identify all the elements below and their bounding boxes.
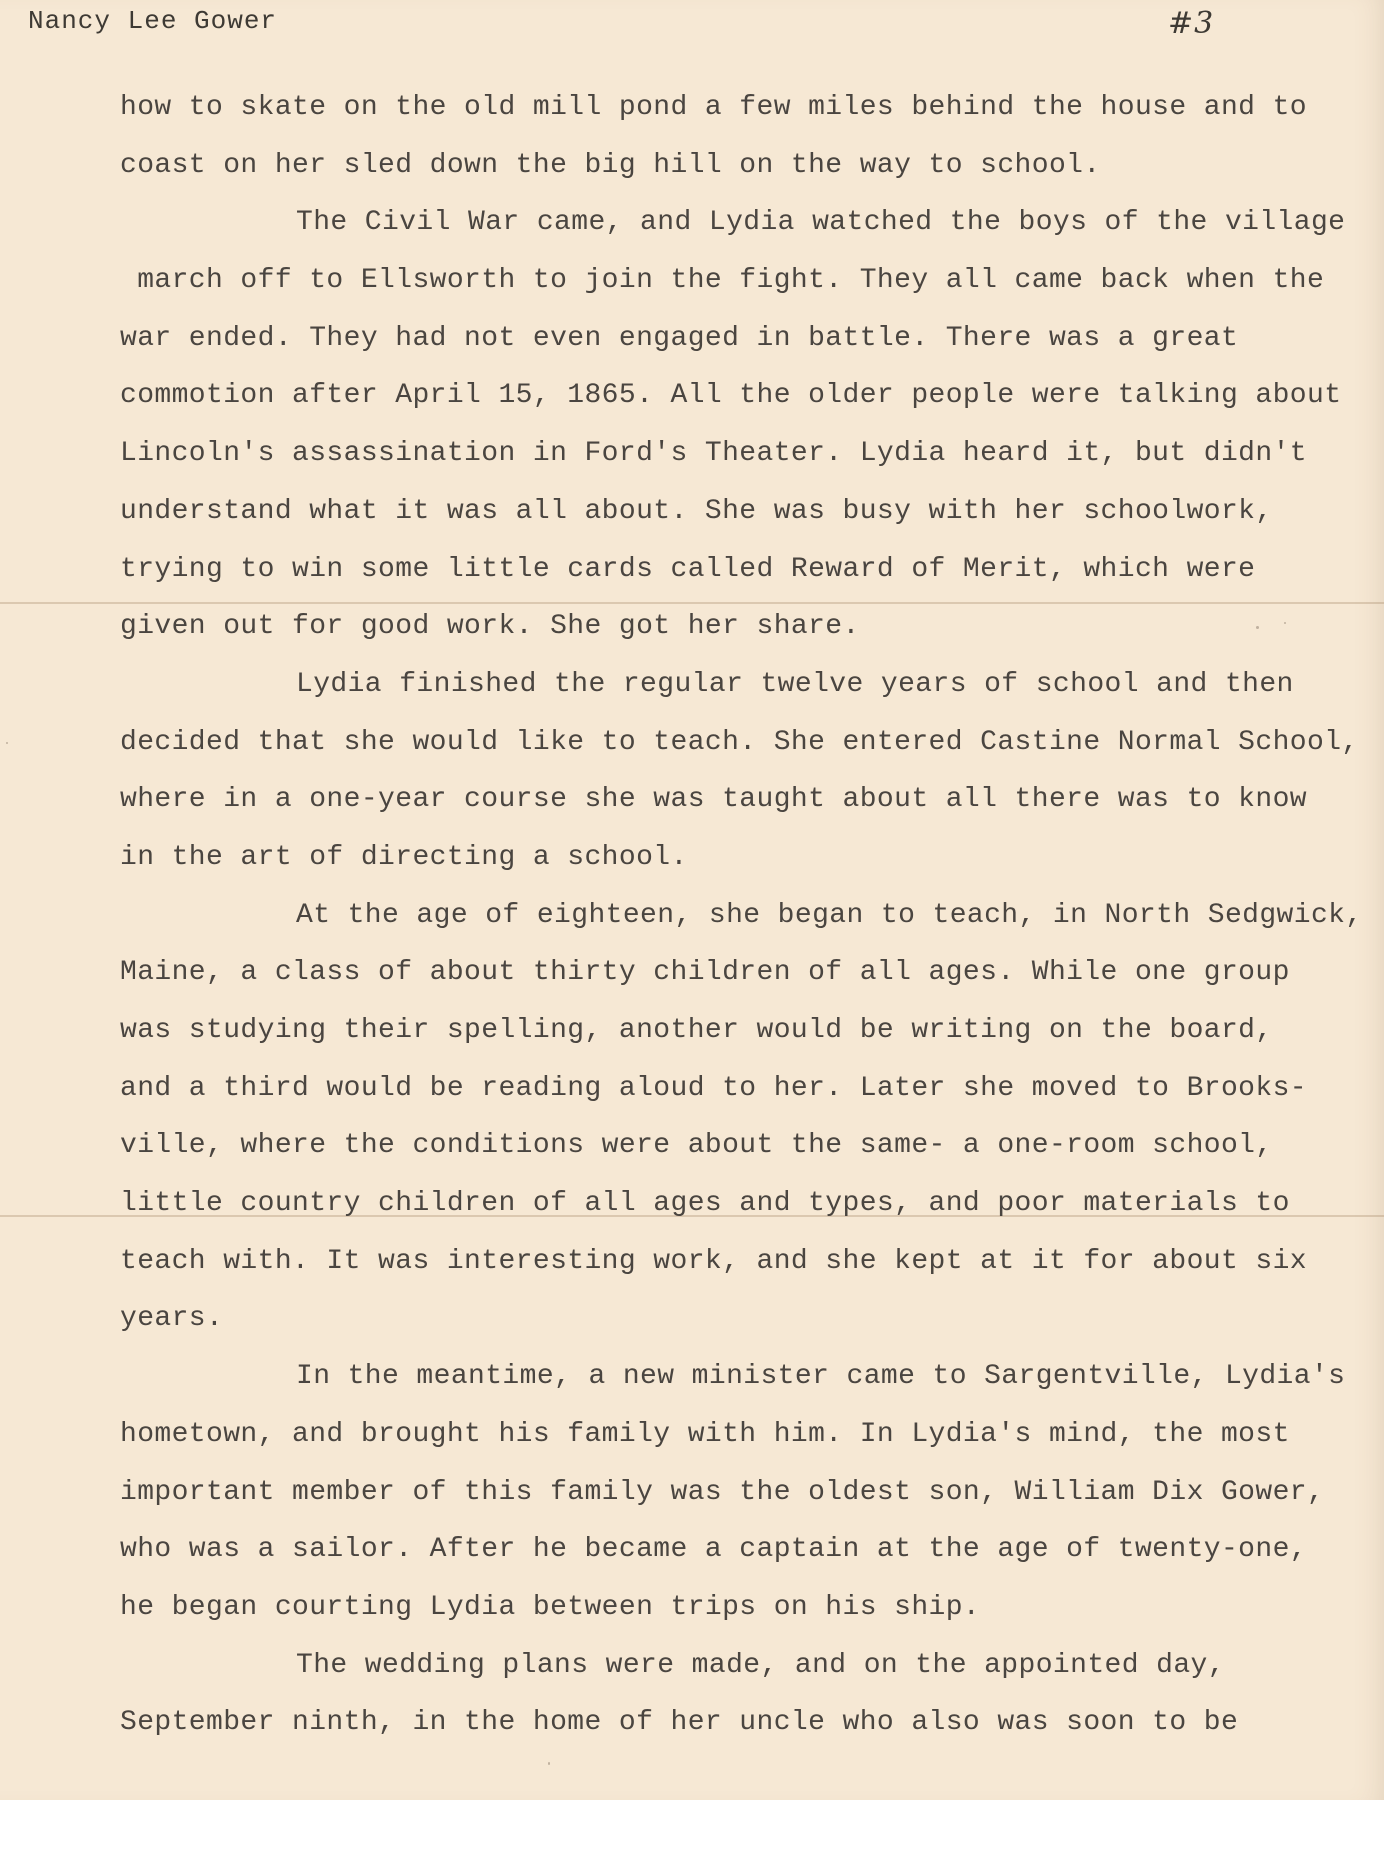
- text-line: In the meantime, a new minister came to Sargentville, Lydia's: [296, 1361, 1346, 1393]
- text-line: Lydia finished the regular twelve years of school and then: [296, 668, 1294, 700]
- text-line: was studying their spelling, another would be writing on the board,: [120, 1015, 1273, 1046]
- text-line: and a third would be reading aloud to her. Later she moved to Brooks-: [120, 1072, 1307, 1104]
- page-number: #3: [1168, 6, 1215, 41]
- text-line: important member of this family was the oldest son, William Dix Gower,: [120, 1476, 1325, 1508]
- text-line: march off to Ellsworth to join the fight. They all came back when the: [120, 265, 1325, 297]
- text-line: The Civil War came, and Lydia watched the boys of the village: [296, 207, 1346, 239]
- text-line: commotion after April 15, 1865. All the older people were talking about: [120, 380, 1342, 412]
- text-line: hometown, and brought his family with him. In Lydia's mind, the most: [120, 1418, 1290, 1450]
- text-line: where in a one-year course she was taught about all there was to know: [120, 784, 1307, 816]
- text-line: years.: [120, 1303, 224, 1335]
- page-header: [28, 6, 1324, 46]
- text-line: September ninth, in the home of her uncle who also was soon to be: [120, 1707, 1239, 1739]
- author-name: Nancy Lee Gower: [28, 6, 278, 36]
- text-line: The wedding plans were made, and on the appointed day,: [296, 1649, 1225, 1681]
- text-line: Lincoln's assassination in Ford's Theater. Lydia heard it, but didn't: [120, 438, 1307, 470]
- text-line: he began courting Lydia between trips on his ship.: [120, 1591, 981, 1623]
- text-line: who was a sailor. After he became a captain at the age of twenty-one,: [120, 1534, 1307, 1566]
- text-line: little country children of all ages and types, and poor materials to: [120, 1188, 1290, 1220]
- text-line: ville, where the conditions were about the same- a one-room school,: [120, 1130, 1273, 1162]
- text-line: trying to win some little cards called Reward of Merit, which were: [120, 553, 1256, 585]
- text-line: teach with. It was interesting work, and she kept at it for about six: [120, 1245, 1307, 1277]
- text-line: war ended. They had not even engaged in battle. There was a great: [120, 322, 1239, 354]
- text-line: decided that she would like to teach. She entered Castine Normal School,: [120, 726, 1359, 758]
- text-line: in the art of directing a school.: [120, 841, 688, 873]
- text-line: how to skate on the old mill pond a few miles behind the house and to: [120, 92, 1307, 123]
- text-line: coast on her sled down the big hill on the way to school.: [120, 149, 1101, 181]
- text-line: Maine, a class of about thirty children of all ages. While one group: [120, 957, 1290, 989]
- text-line: understand what it was all about. She was busy with her schoolwork,: [120, 495, 1273, 527]
- text-line: At the age of eighteen, she began to teach, in North Sedgwick,: [296, 899, 1363, 931]
- body-text: [120, 88, 1370, 1761]
- text-line: given out for good work. She got her share.: [120, 611, 860, 643]
